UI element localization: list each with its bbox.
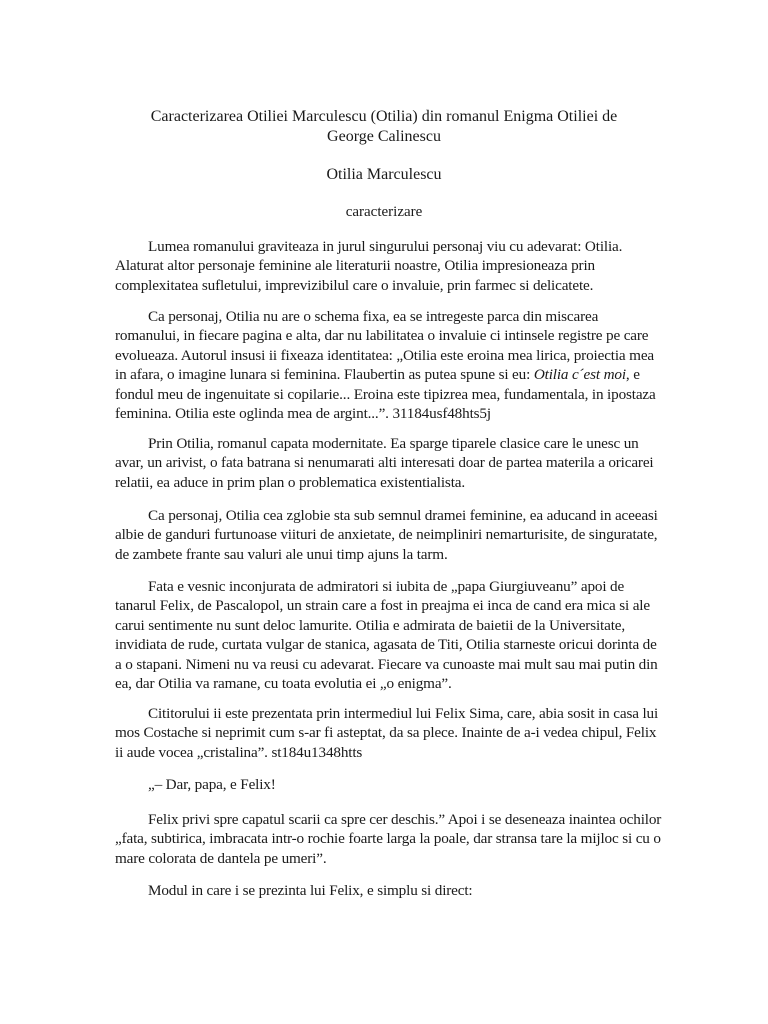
paragraph-2-italic-quote: Otilia c´est moi — [533, 366, 626, 384]
paragraph-4: Ca personaj, Otilia cea zglobie sta sub semnul dramei feminine, ea aducand in aceeasi albie de ganduri furtunoase viituri de anxietate, de neimpliniri nemarturisite, de singuratate, de zambete frante sau valuri ale unui timp ajuns la tarm. — [115, 507, 658, 563]
document-title-line-2: George Calinescu — [327, 128, 441, 145]
paragraph-2-text: Ca personaj, Otilia nu are o schema fixa, ea se intregeste parca din miscarea romanului, in fiecare pagina e alta, dar nu labilitatea o invaluie ci intinsele registre pe care evolueaza. Autorul insusi ii fixeaza identitatea: „Otilia este eroina mea lirica, proiectia mea in afara, o imagine lunara si feminina. Flaubertin as putea spune si eu: — [115, 308, 655, 384]
document-title — [100, 107, 668, 147]
document-title-line-1: Caracterizarea Otiliei Marculescu (Otilia) din romanul Enigma Otiliei de — [150, 108, 618, 125]
paragraph-9: Modul in care i se prezinta lui Felix, e simplu si direct: — [148, 882, 473, 899]
paragraph-5: Fata e vesnic inconjurata de admiratori si iubita de „papa Giurgiuveanu” apoi de tanarul Felix, de Pascalopol, un strain care a fost in preajma ei inca de cand era mica si ale carui sentimente nu sunt deloc lamurite. Otilia e admirata de baietii de la Universitate, invidiata de rude, curtata vulgar de stanica, agasata de Titi, Otilia starneste oricui dorinta de a o stapani. Nimeni nu va reusi cu adevarat. Fiecare va cunoaste mai mult sau mai putin din ea, dar Otilia va ramane, cu toata evolutia ei „o enigma”. — [115, 578, 658, 693]
document-caption: caracterizare — [345, 204, 423, 220]
document-subtitle: Otilia Marculescu — [326, 166, 442, 183]
paragraph-7-dialogue: „– Dar, papa, e Felix! — [148, 776, 276, 793]
paragraph-6: Cititorului ii este prezentata prin intermediul lui Felix Sima, care, abia sosit in casa lui mos Costache si neprimit cum s-ar fi asteptat, da sa plece. Inainte de a-i vedea chipul, Felix ii aude vocea „cristalina”. st184u1348htts — [115, 705, 659, 761]
paragraph-8: Felix privi spre capatul scarii ca spre cer deschis.” Apoi i se deseneaza inaintea ochilor „fata, subtirica, imbracata intr-o rochie foarte larga la poale, dar stransa tare la mijloc si cu o mare colorata de dantela pe umeri”. — [115, 811, 662, 867]
paragraph-2 — [115, 307, 662, 423]
paragraph-1: Lumea romanului graviteaza in jurul singurului personaj viu cu adevarat: Otilia. Alaturat altor personaje feminine ale literaturii noastre, Otilia impresioneaza prin complexitatea sufletului, imprevizibilul care o invaluie, prin farmec si delicatete. — [115, 238, 623, 294]
paragraph-3: Prin Otilia, romanul capata modernitate. Ea sparge tiparele clasice care le unesc un avar, un arivist, o fata batrana si nenumarati alti interesati doar de partea materila a oricarei relatii, ea aduce in prim plan o problematica existentialista. — [115, 435, 654, 491]
paragraph-2-text-cont: , e fondul meu de ingenuitate si copilarie... Eroina este tipizrea mea, fundamentala, in ipostaza feminina. Otilia este oglinda mea de argint...”. 31184usf48hts5j — [115, 366, 656, 423]
